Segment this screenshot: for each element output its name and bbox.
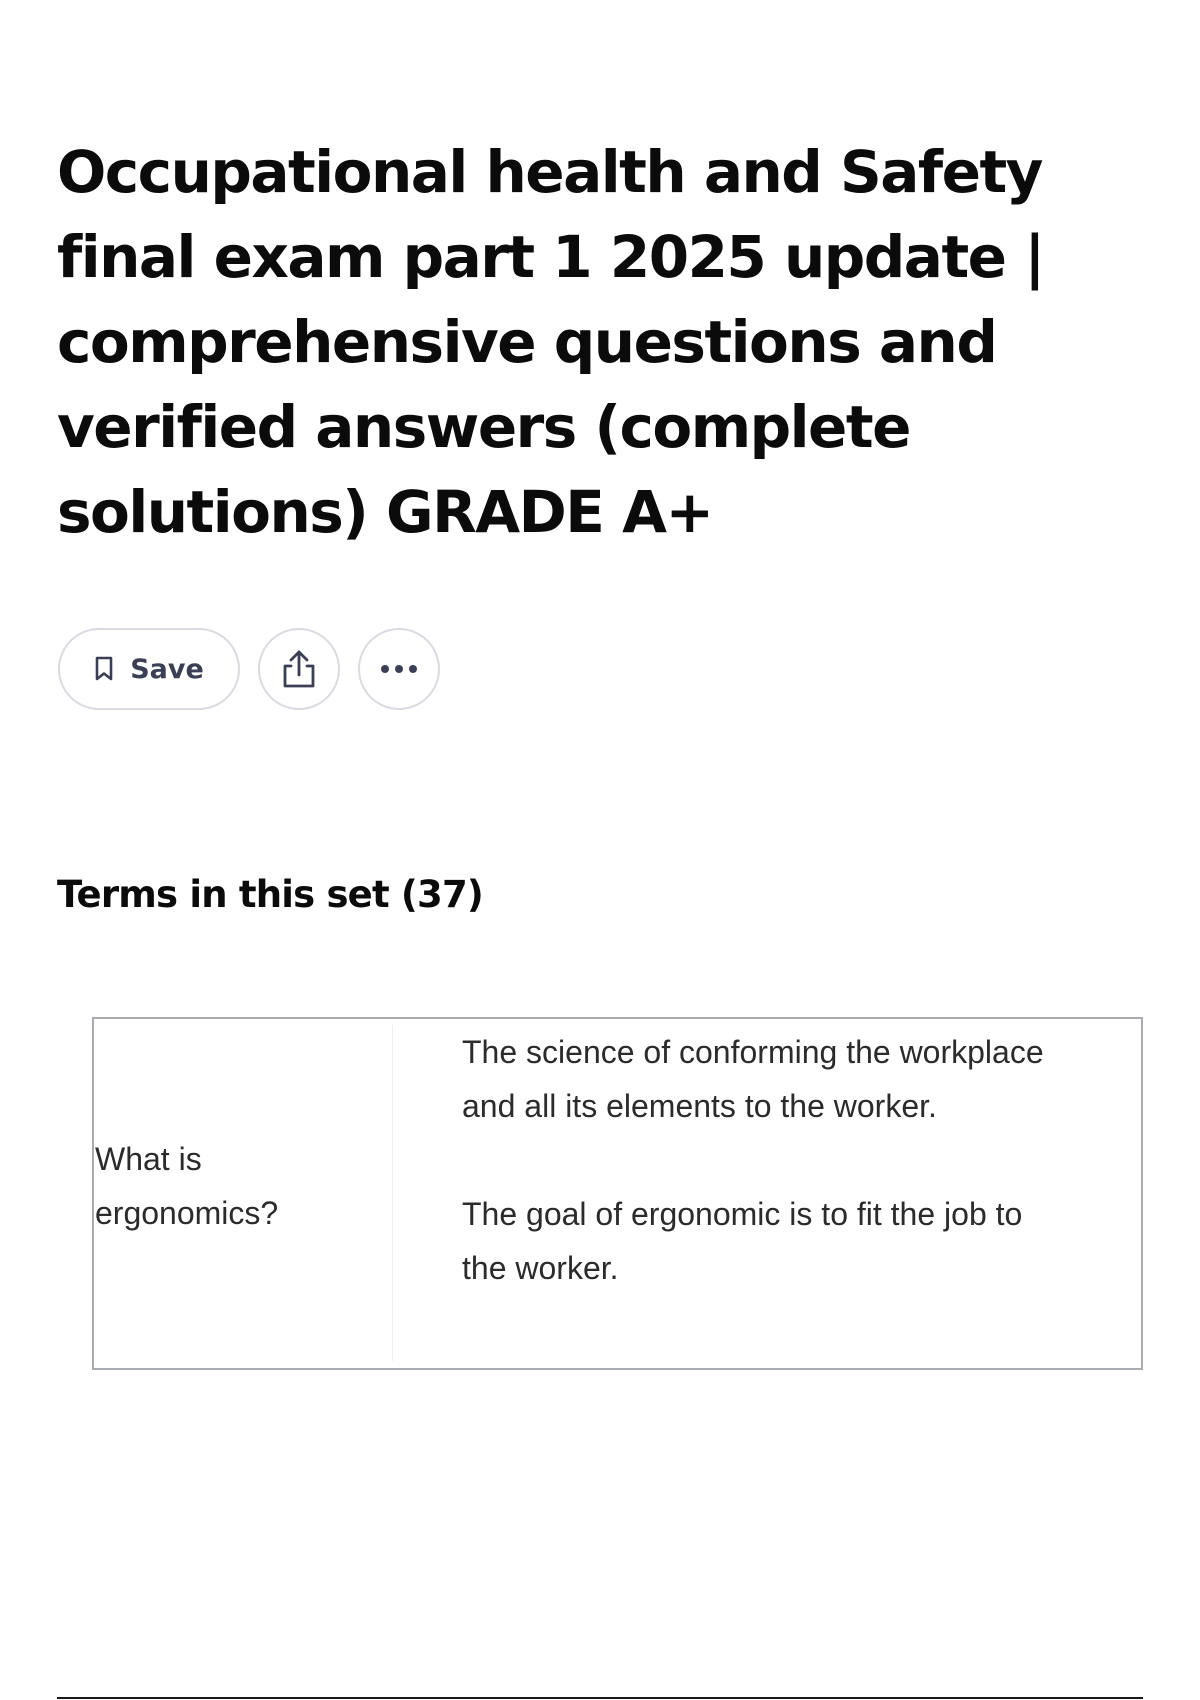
term-word: What is ergonomics?	[95, 1141, 279, 1231]
share-button[interactable]	[258, 628, 340, 710]
save-button[interactable]	[58, 628, 240, 710]
more-horizontal-icon	[379, 664, 419, 674]
share-icon	[280, 648, 318, 690]
bookmark-icon	[94, 656, 114, 682]
terms-heading: Terms in this set (37)	[57, 873, 484, 916]
bottom-divider	[57, 1697, 1143, 1699]
term-divider	[392, 1025, 393, 1361]
term-card	[92, 1017, 1143, 1370]
action-bar	[58, 628, 440, 710]
definition-paragraph: The science of conforming the workplace and all its elements to the worker.	[462, 1034, 1044, 1124]
page-title: Occupational health and Safety final exam part 1 2025 update | comprehensive questions and verified answers (complete solutions) GRADE A+	[57, 138, 1044, 546]
save-label: Save	[130, 653, 204, 685]
more-options-button[interactable]	[358, 628, 440, 710]
term-definition	[462, 1025, 1062, 1295]
definition-paragraph: The goal of ergonomic is to fit the job to the worker.	[462, 1196, 1023, 1286]
